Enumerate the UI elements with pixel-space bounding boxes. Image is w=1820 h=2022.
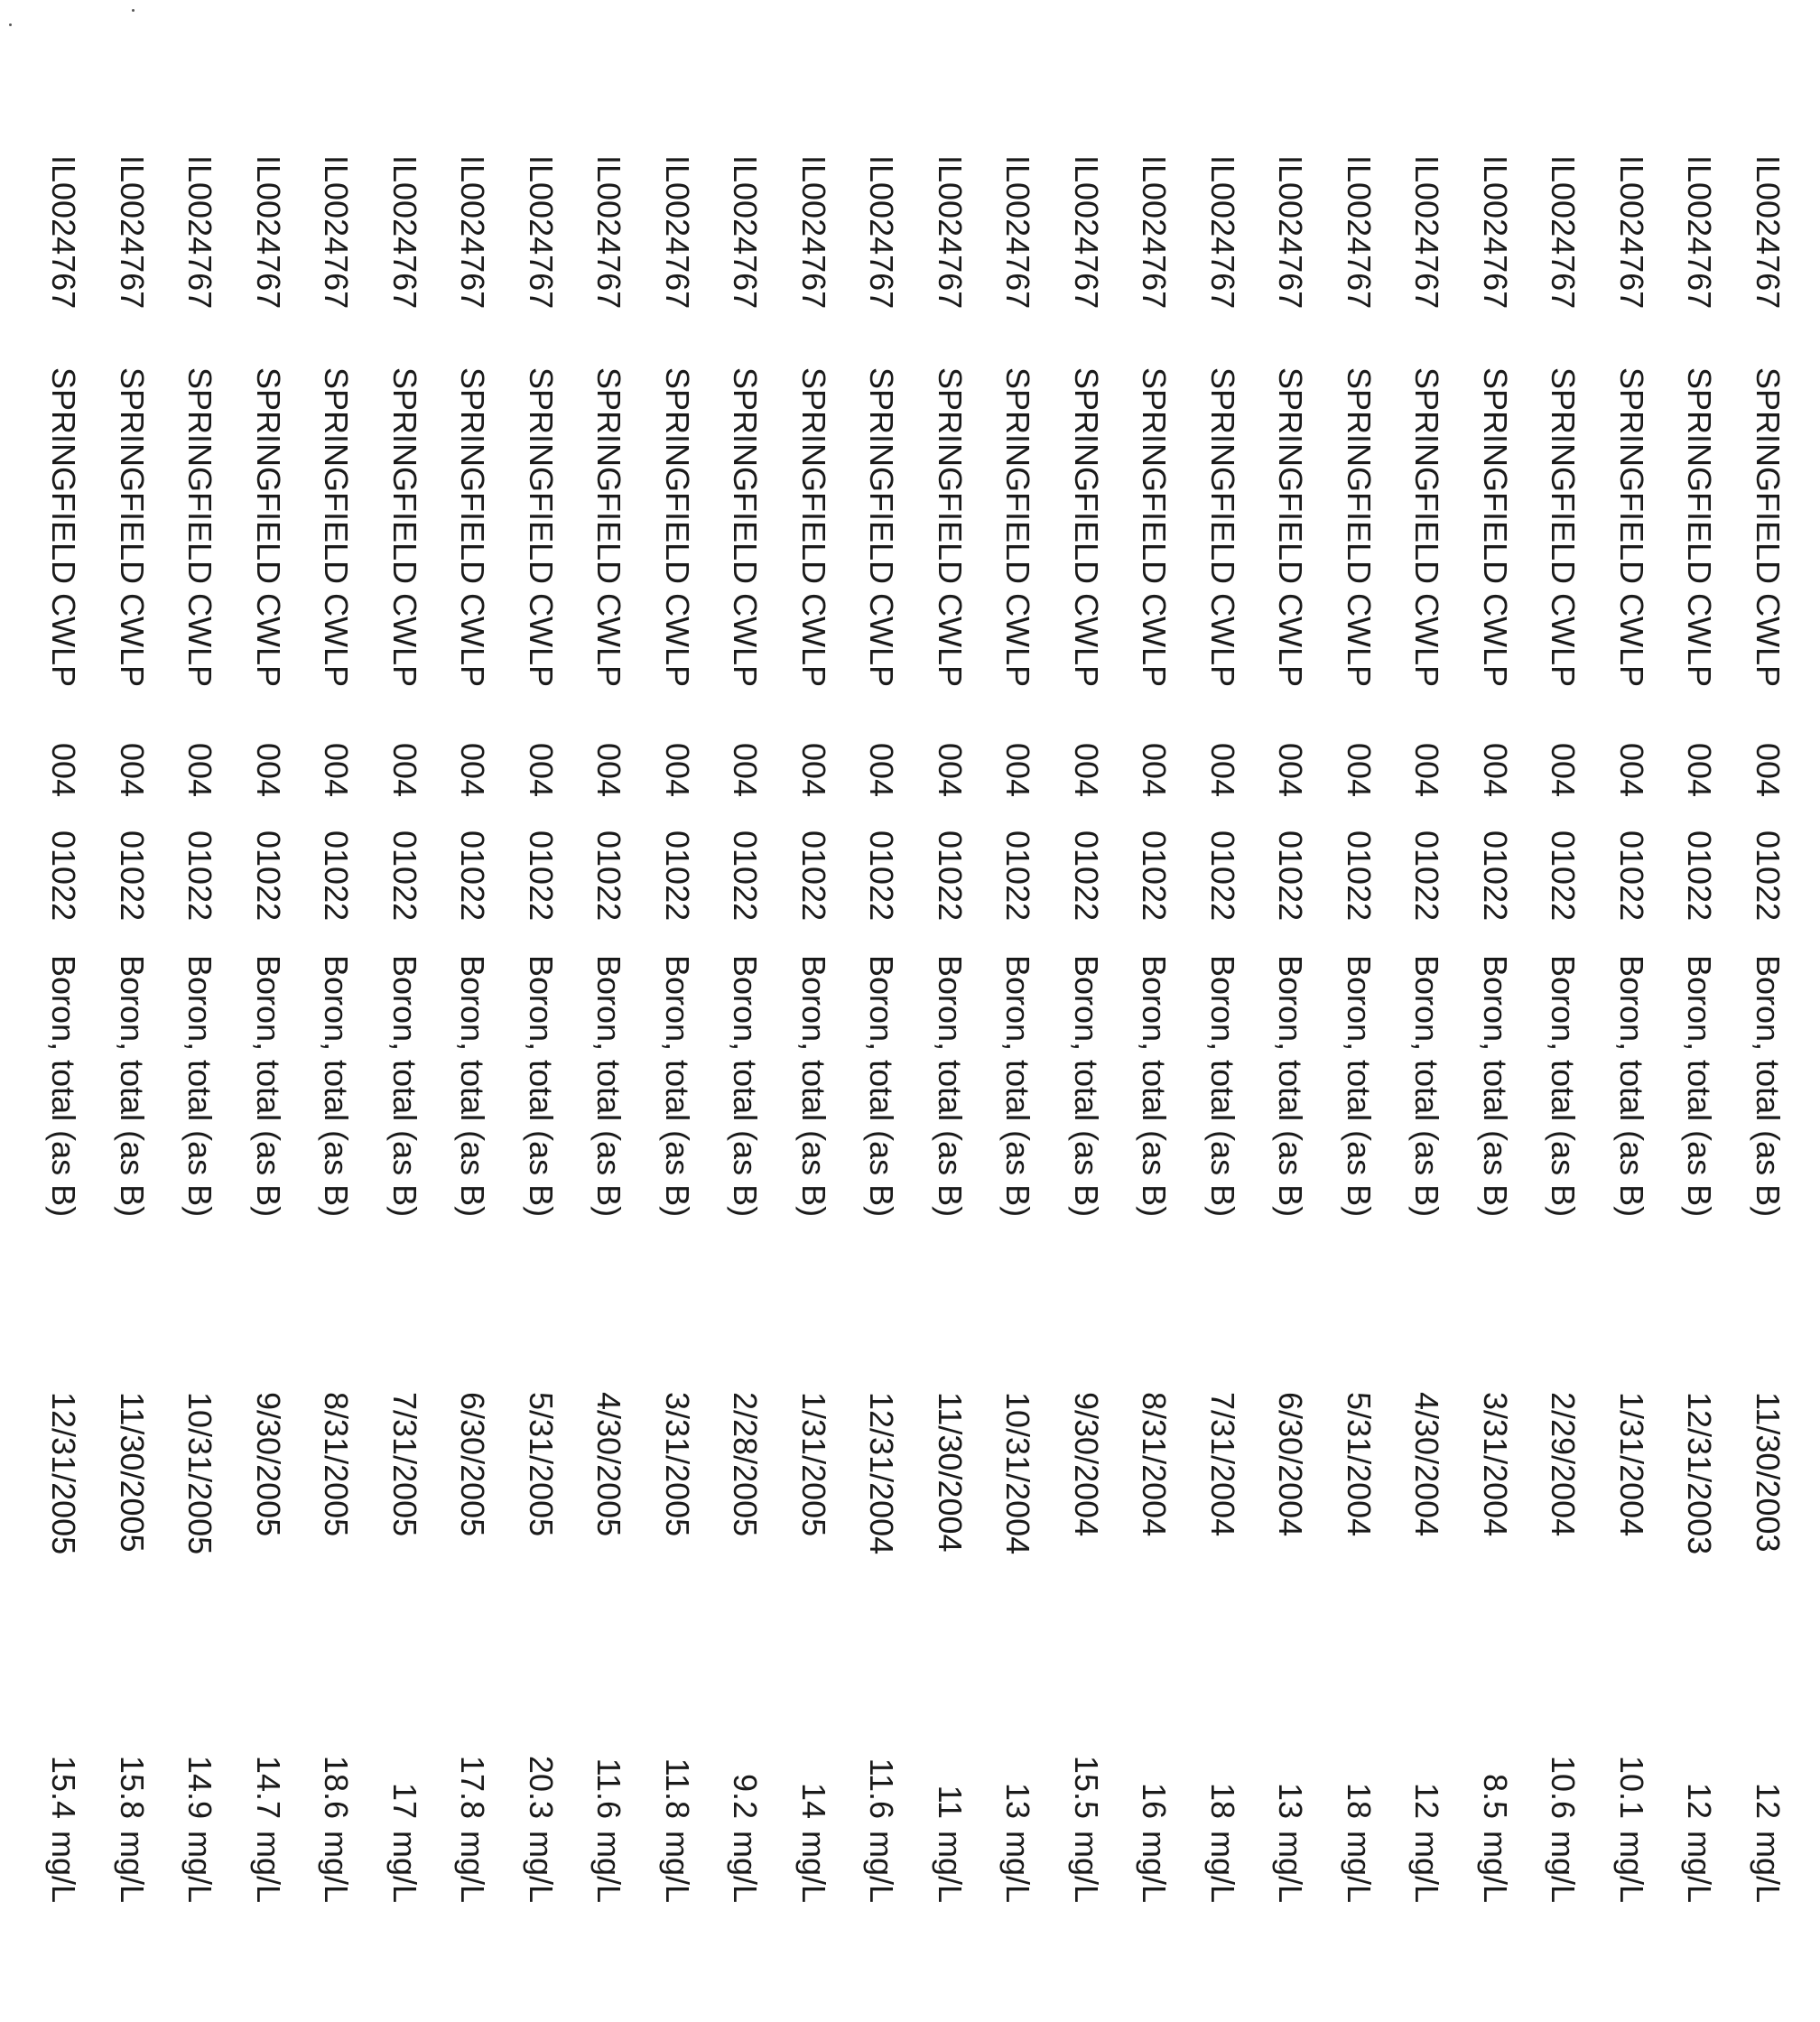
unit-cell: mg/L bbox=[932, 1831, 969, 1904]
value-cell: 15.4 bbox=[45, 1755, 83, 1819]
permit-number-cell: IL0024767 bbox=[114, 155, 151, 310]
table-row bbox=[1102, 144, 1174, 1914]
unit-cell: mg/L bbox=[1681, 1831, 1719, 1904]
outfall-cell: 004 bbox=[863, 743, 901, 798]
table-row bbox=[1375, 144, 1444, 1914]
unit-cell: mg/L bbox=[181, 1831, 219, 1904]
parameter-code-cell: 01022 bbox=[1613, 830, 1650, 922]
unit-cell: mg/L bbox=[114, 1831, 151, 1904]
unit-cell: mg/L bbox=[1613, 1831, 1650, 1904]
unit-cell: mg/L bbox=[1204, 1831, 1241, 1904]
parameter-name-cell: Boron, total (as B) bbox=[863, 955, 901, 1218]
permit-number-cell: IL0024767 bbox=[1204, 155, 1241, 310]
parameter-name-cell: Boron, total (as B) bbox=[181, 955, 219, 1218]
sample-date-cell: 12/31/2005 bbox=[45, 1392, 83, 1555]
value-cell: 11 bbox=[932, 1785, 969, 1819]
parameter-code-cell: 01022 bbox=[523, 830, 560, 922]
table-row bbox=[284, 144, 356, 1914]
table-row bbox=[217, 144, 285, 1914]
table-row bbox=[1035, 144, 1103, 1914]
table-row bbox=[966, 144, 1035, 1914]
value-cell: 15.8 bbox=[114, 1755, 151, 1819]
outfall-cell: 004 bbox=[114, 743, 151, 798]
value-cell: 12 bbox=[1750, 1782, 1787, 1819]
value-cell: 15.5 bbox=[1068, 1755, 1105, 1819]
parameter-name-cell: Boron, total (as B) bbox=[1341, 955, 1378, 1218]
outfall-cell: 004 bbox=[454, 743, 492, 798]
unit-cell: mg/L bbox=[386, 1831, 423, 1904]
value-cell: 13 bbox=[1272, 1782, 1310, 1819]
sample-date-cell: 10/31/2004 bbox=[999, 1392, 1037, 1555]
unit-cell: mg/L bbox=[45, 1831, 83, 1904]
parameter-name-cell: Boron, total (as B) bbox=[386, 955, 423, 1218]
outfall-cell: 004 bbox=[1545, 743, 1583, 798]
parameter-code-cell: 01022 bbox=[1068, 830, 1105, 922]
value-cell: 16 bbox=[1136, 1782, 1174, 1819]
outfall-cell: 004 bbox=[999, 743, 1037, 798]
outfall-cell: 004 bbox=[1272, 743, 1310, 798]
sample-date-cell: 11/30/2003 bbox=[1750, 1392, 1787, 1553]
parameter-name-cell: Boron, total (as B) bbox=[1681, 955, 1719, 1218]
permit-number-cell: IL0024767 bbox=[250, 155, 287, 310]
facility-name-cell: SPRINGFIELD CWLP bbox=[590, 367, 628, 688]
value-cell: 10.6 bbox=[1545, 1755, 1583, 1819]
parameter-code-cell: 01022 bbox=[1136, 830, 1174, 922]
permit-number-cell: IL0024767 bbox=[318, 155, 356, 310]
sample-date-cell: 9/30/2005 bbox=[250, 1392, 287, 1537]
table-row bbox=[626, 144, 694, 1914]
permit-number-cell: IL0024767 bbox=[590, 155, 628, 310]
outfall-cell: 004 bbox=[386, 743, 423, 798]
parameter-name-cell: Boron, total (as B) bbox=[659, 955, 696, 1218]
facility-name-cell: SPRINGFIELD CWLP bbox=[386, 367, 423, 688]
sample-date-cell: 5/31/2004 bbox=[1341, 1392, 1378, 1537]
parameter-code-cell: 01022 bbox=[1750, 830, 1787, 922]
outfall-cell: 004 bbox=[523, 743, 560, 798]
table-row bbox=[898, 144, 967, 1914]
value-cell: 17.8 bbox=[454, 1755, 492, 1819]
value-cell: 11.6 bbox=[590, 1758, 628, 1819]
outfall-cell: 004 bbox=[590, 743, 628, 798]
permit-number-cell: IL0024767 bbox=[1408, 155, 1446, 310]
permit-number-cell: IL0024767 bbox=[1136, 155, 1174, 310]
table-row bbox=[80, 144, 149, 1914]
unit-cell: mg/L bbox=[1341, 1831, 1378, 1904]
table-row bbox=[1648, 144, 1719, 1914]
permit-number-cell: IL0024767 bbox=[1477, 155, 1514, 310]
facility-name-cell: SPRINGFIELD CWLP bbox=[1681, 367, 1719, 688]
parameter-code-cell: 01022 bbox=[318, 830, 356, 922]
facility-name-cell: SPRINGFIELD CWLP bbox=[1136, 367, 1174, 688]
parameter-code-cell: 01022 bbox=[863, 830, 901, 922]
facility-name-cell: SPRINGFIELD CWLP bbox=[114, 367, 151, 688]
outfall-cell: 004 bbox=[1613, 743, 1650, 798]
table-row bbox=[693, 144, 765, 1914]
sample-date-cell: 1/31/2005 bbox=[795, 1392, 832, 1537]
unit-cell: mg/L bbox=[1750, 1831, 1787, 1904]
sample-date-cell: 11/30/2005 bbox=[114, 1392, 151, 1553]
sample-date-cell: 8/31/2005 bbox=[318, 1392, 356, 1537]
permit-number-cell: IL0024767 bbox=[1681, 155, 1719, 310]
value-cell: 17 bbox=[386, 1782, 423, 1819]
permit-number-cell: IL0024767 bbox=[45, 155, 83, 310]
sample-date-cell: 6/30/2005 bbox=[454, 1392, 492, 1537]
value-cell: 18 bbox=[1341, 1782, 1378, 1819]
parameter-name-cell: Boron, total (as B) bbox=[999, 955, 1037, 1218]
table-row bbox=[1716, 144, 1785, 1914]
sample-date-cell: 3/31/2004 bbox=[1477, 1392, 1514, 1537]
table-row bbox=[1511, 144, 1583, 1914]
facility-name-cell: SPRINGFIELD CWLP bbox=[318, 367, 356, 688]
permit-number-cell: IL0024767 bbox=[1272, 155, 1310, 310]
permit-number-cell: IL0024767 bbox=[1750, 155, 1787, 310]
outfall-cell: 004 bbox=[1136, 743, 1174, 798]
facility-name-cell: SPRINGFIELD CWLP bbox=[1204, 367, 1241, 688]
permit-number-cell: IL0024767 bbox=[1545, 155, 1583, 310]
sample-date-cell: 2/28/2005 bbox=[727, 1392, 765, 1537]
parameter-name-cell: Boron, total (as B) bbox=[1545, 955, 1583, 1218]
sample-date-cell: 12/31/2004 bbox=[863, 1392, 901, 1555]
facility-name-cell: SPRINGFIELD CWLP bbox=[1477, 367, 1514, 688]
value-cell: 20.3 bbox=[523, 1755, 560, 1819]
outfall-cell: 004 bbox=[727, 743, 765, 798]
outfall-cell: 004 bbox=[250, 743, 287, 798]
unit-cell: mg/L bbox=[1068, 1831, 1105, 1904]
parameter-name-cell: Boron, total (as B) bbox=[1272, 955, 1310, 1218]
parameter-code-cell: 01022 bbox=[795, 830, 832, 922]
outfall-cell: 004 bbox=[45, 743, 83, 798]
permit-number-cell: IL0024767 bbox=[932, 155, 969, 310]
parameter-name-cell: Boron, total (as B) bbox=[1068, 955, 1105, 1218]
table-row bbox=[1307, 144, 1376, 1914]
sample-date-cell: 7/31/2004 bbox=[1204, 1392, 1241, 1537]
parameter-code-cell: 01022 bbox=[45, 830, 83, 922]
parameter-code-cell: 01022 bbox=[659, 830, 696, 922]
permit-number-cell: IL0024767 bbox=[795, 155, 832, 310]
outfall-cell: 004 bbox=[1341, 743, 1378, 798]
value-cell: 14.7 bbox=[250, 1755, 287, 1819]
unit-cell: mg/L bbox=[454, 1831, 492, 1904]
parameter-name-cell: Boron, total (as B) bbox=[1408, 955, 1446, 1218]
parameter-name-cell: Boron, total (as B) bbox=[1136, 955, 1174, 1218]
value-cell: 11.6 bbox=[863, 1758, 901, 1819]
parameter-name-cell: Boron, total (as B) bbox=[1613, 955, 1650, 1218]
parameter-name-cell: Boron, total (as B) bbox=[250, 955, 287, 1218]
facility-name-cell: SPRINGFIELD CWLP bbox=[1613, 367, 1650, 688]
facility-name-cell: SPRINGFIELD CWLP bbox=[1068, 367, 1105, 688]
outfall-cell: 004 bbox=[1477, 743, 1514, 798]
facility-name-cell: SPRINGFIELD CWLP bbox=[1408, 367, 1446, 688]
permit-number-cell: IL0024767 bbox=[1341, 155, 1378, 310]
facility-name-cell: SPRINGFIELD CWLP bbox=[659, 367, 696, 688]
parameter-code-cell: 01022 bbox=[1477, 830, 1514, 922]
value-cell: 12 bbox=[1408, 1782, 1446, 1819]
value-cell: 12 bbox=[1681, 1782, 1719, 1819]
value-cell: 11.8 bbox=[659, 1758, 696, 1819]
facility-name-cell: SPRINGFIELD CWLP bbox=[45, 367, 83, 688]
sample-date-cell: 2/29/2004 bbox=[1545, 1392, 1583, 1537]
outfall-cell: 004 bbox=[1750, 743, 1787, 798]
permit-number-cell: IL0024767 bbox=[727, 155, 765, 310]
parameter-code-cell: 01022 bbox=[1204, 830, 1241, 922]
unit-cell: mg/L bbox=[999, 1831, 1037, 1904]
sample-date-cell: 6/30/2004 bbox=[1272, 1392, 1310, 1537]
unit-cell: mg/L bbox=[1272, 1831, 1310, 1904]
table-row bbox=[830, 144, 901, 1914]
facility-name-cell: SPRINGFIELD CWLP bbox=[250, 367, 287, 688]
permit-number-cell: IL0024767 bbox=[1068, 155, 1105, 310]
parameter-name-cell: Boron, total (as B) bbox=[590, 955, 628, 1218]
permit-number-cell: IL0024767 bbox=[181, 155, 219, 310]
sample-date-cell: 4/30/2004 bbox=[1408, 1392, 1446, 1537]
permit-number-cell: IL0024767 bbox=[523, 155, 560, 310]
outfall-cell: 004 bbox=[1681, 743, 1719, 798]
parameter-name-cell: Boron, total (as B) bbox=[727, 955, 765, 1218]
table-row bbox=[1171, 144, 1240, 1914]
parameter-code-cell: 01022 bbox=[932, 830, 969, 922]
facility-name-cell: SPRINGFIELD CWLP bbox=[932, 367, 969, 688]
unit-cell: mg/L bbox=[250, 1831, 287, 1904]
unit-cell: mg/L bbox=[1477, 1831, 1514, 1904]
outfall-cell: 004 bbox=[318, 743, 356, 798]
facility-name-cell: SPRINGFIELD CWLP bbox=[181, 367, 219, 688]
unit-cell: mg/L bbox=[590, 1831, 628, 1904]
parameter-name-cell: Boron, total (as B) bbox=[1477, 955, 1514, 1218]
sample-date-cell: 8/31/2004 bbox=[1136, 1392, 1174, 1537]
parameter-code-cell: 01022 bbox=[114, 830, 151, 922]
parameter-name-cell: Boron, total (as B) bbox=[318, 955, 356, 1218]
permit-number-cell: IL0024767 bbox=[863, 155, 901, 310]
parameter-name-cell: Boron, total (as B) bbox=[454, 955, 492, 1218]
table-row bbox=[12, 144, 83, 1914]
permit-number-cell: IL0024767 bbox=[1613, 155, 1650, 310]
unit-cell: mg/L bbox=[523, 1831, 560, 1904]
parameter-name-cell: Boron, total (as B) bbox=[523, 955, 560, 1218]
sample-date-cell: 9/30/2004 bbox=[1068, 1392, 1105, 1537]
outfall-cell: 004 bbox=[1408, 743, 1446, 798]
sample-date-cell: 12/31/2003 bbox=[1681, 1392, 1719, 1555]
table-row bbox=[489, 144, 558, 1914]
parameter-name-cell: Boron, total (as B) bbox=[932, 955, 969, 1218]
value-cell: 18 bbox=[1204, 1782, 1241, 1819]
outfall-cell: 004 bbox=[181, 743, 219, 798]
parameter-code-cell: 01022 bbox=[590, 830, 628, 922]
facility-name-cell: SPRINGFIELD CWLP bbox=[863, 367, 901, 688]
boron-monitoring-table bbox=[12, 144, 1787, 1914]
unit-cell: mg/L bbox=[318, 1831, 356, 1904]
permit-number-cell: IL0024767 bbox=[999, 155, 1037, 310]
parameter-code-cell: 01022 bbox=[1408, 830, 1446, 922]
facility-name-cell: SPRINGFIELD CWLP bbox=[1545, 367, 1583, 688]
table-row bbox=[1444, 144, 1512, 1914]
unit-cell: mg/L bbox=[1136, 1831, 1174, 1904]
value-cell: 9.2 bbox=[727, 1773, 765, 1819]
sample-date-cell: 11/30/2004 bbox=[932, 1392, 969, 1553]
facility-name-cell: SPRINGFIELD CWLP bbox=[1750, 367, 1787, 688]
value-cell: 8.5 bbox=[1477, 1773, 1514, 1819]
facility-name-cell: SPRINGFIELD CWLP bbox=[795, 367, 832, 688]
table-row bbox=[557, 144, 626, 1914]
parameter-code-cell: 01022 bbox=[727, 830, 765, 922]
parameter-code-cell: 01022 bbox=[181, 830, 219, 922]
value-cell: 14 bbox=[795, 1782, 832, 1819]
parameter-name-cell: Boron, total (as B) bbox=[1204, 955, 1241, 1218]
parameter-code-cell: 01022 bbox=[1681, 830, 1719, 922]
table-row bbox=[353, 144, 422, 1914]
value-cell: 10.1 bbox=[1613, 1755, 1650, 1819]
parameter-code-cell: 01022 bbox=[1341, 830, 1378, 922]
outfall-cell: 004 bbox=[932, 743, 969, 798]
facility-name-cell: SPRINGFIELD CWLP bbox=[454, 367, 492, 688]
sample-date-cell: 5/31/2005 bbox=[523, 1392, 560, 1537]
parameter-code-cell: 01022 bbox=[1545, 830, 1583, 922]
parameter-code-cell: 01022 bbox=[999, 830, 1037, 922]
value-cell: 13 bbox=[999, 1782, 1037, 1819]
parameter-name-cell: Boron, total (as B) bbox=[45, 955, 83, 1218]
facility-name-cell: SPRINGFIELD CWLP bbox=[999, 367, 1037, 688]
table-row bbox=[421, 144, 492, 1914]
table-row bbox=[1239, 144, 1310, 1914]
sample-date-cell: 7/31/2005 bbox=[386, 1392, 423, 1537]
facility-name-cell: SPRINGFIELD CWLP bbox=[1341, 367, 1378, 688]
outfall-cell: 004 bbox=[659, 743, 696, 798]
table-row bbox=[1580, 144, 1648, 1914]
permit-number-cell: IL0024767 bbox=[386, 155, 423, 310]
facility-name-cell: SPRINGFIELD CWLP bbox=[727, 367, 765, 688]
unit-cell: mg/L bbox=[1545, 1831, 1583, 1904]
unit-cell: mg/L bbox=[727, 1831, 765, 1904]
sample-date-cell: 4/30/2005 bbox=[590, 1392, 628, 1537]
parameter-name-cell: Boron, total (as B) bbox=[795, 955, 832, 1218]
permit-number-cell: IL0024767 bbox=[454, 155, 492, 310]
parameter-name-cell: Boron, total (as B) bbox=[114, 955, 151, 1218]
outfall-cell: 004 bbox=[795, 743, 832, 798]
value-cell: 14.9 bbox=[181, 1755, 219, 1819]
facility-name-cell: SPRINGFIELD CWLP bbox=[523, 367, 560, 688]
outfall-cell: 004 bbox=[1068, 743, 1105, 798]
parameter-code-cell: 01022 bbox=[250, 830, 287, 922]
permit-number-cell: IL0024767 bbox=[659, 155, 696, 310]
outfall-cell: 004 bbox=[1204, 743, 1241, 798]
unit-cell: mg/L bbox=[659, 1831, 696, 1904]
unit-cell: mg/L bbox=[863, 1831, 901, 1904]
unit-cell: mg/L bbox=[795, 1831, 832, 1904]
unit-cell: mg/L bbox=[1408, 1831, 1446, 1904]
value-cell: 18.6 bbox=[318, 1755, 356, 1819]
parameter-code-cell: 01022 bbox=[386, 830, 423, 922]
parameter-code-cell: 01022 bbox=[454, 830, 492, 922]
parameter-code-cell: 01022 bbox=[1272, 830, 1310, 922]
table-row bbox=[148, 144, 217, 1914]
facility-name-cell: SPRINGFIELD CWLP bbox=[1272, 367, 1310, 688]
sample-date-cell: 10/31/2005 bbox=[181, 1392, 219, 1555]
sample-date-cell: 3/31/2005 bbox=[659, 1392, 696, 1537]
table-row bbox=[762, 144, 831, 1914]
sample-date-cell: 1/31/2004 bbox=[1613, 1392, 1650, 1537]
parameter-name-cell: Boron, total (as B) bbox=[1750, 955, 1787, 1218]
